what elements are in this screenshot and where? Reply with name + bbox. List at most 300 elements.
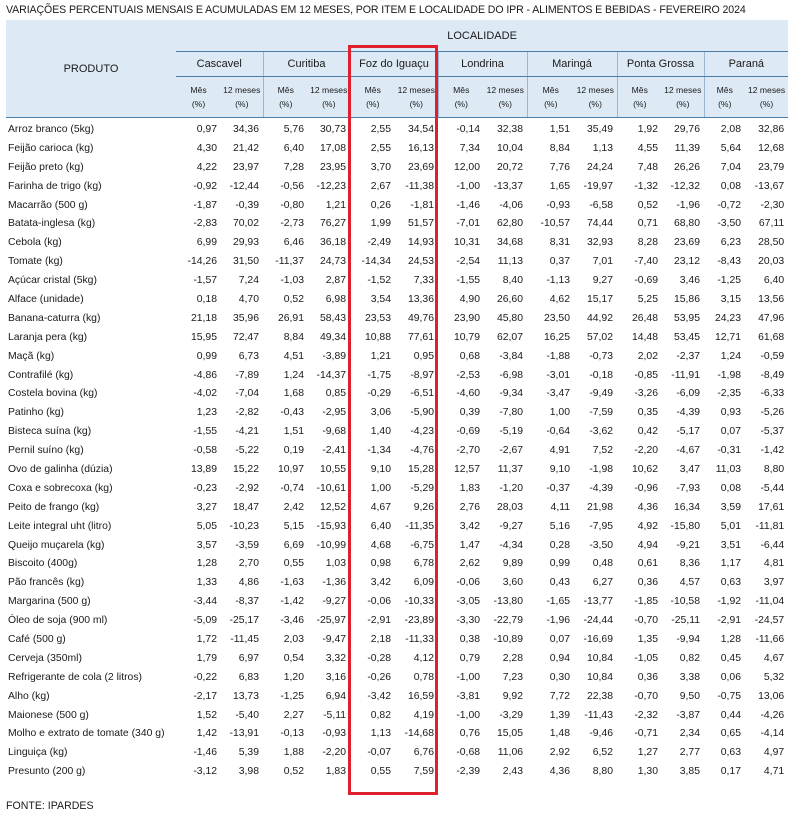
value-cell: 0,36: [637, 671, 658, 683]
value-cell: 4,94: [637, 539, 658, 551]
value-cell: -11,04: [755, 596, 785, 608]
value-cell: 20,03: [758, 256, 785, 268]
value-cell: 6,40: [370, 520, 391, 532]
value-cell: 4,22: [196, 161, 217, 173]
value-cell: 12,52: [319, 501, 346, 513]
value-cell: 13,06: [758, 690, 785, 702]
value-cell: 4,11: [550, 501, 570, 513]
value-cell: 1,00: [549, 407, 570, 419]
value-cell: 8,84: [283, 331, 304, 343]
value-cell: -1,42: [280, 596, 304, 608]
value-cell: -9,34: [499, 388, 523, 400]
table-row: [6, 233, 788, 252]
value-cell: 15,05: [496, 728, 523, 740]
value-cell: 0,93: [720, 407, 741, 419]
value-cell: 1,20: [283, 671, 304, 683]
value-cell: -14,37: [316, 369, 346, 381]
value-cell: -5,09: [193, 615, 217, 627]
table-row: [6, 725, 788, 744]
value-cell: -4,34: [499, 539, 523, 551]
value-cell: 0,07: [549, 633, 570, 645]
value-cell: 4,68: [370, 539, 391, 551]
value-cell: 10,55: [319, 463, 346, 475]
value-cell: 9,27: [592, 275, 613, 287]
product-name: Ovo de galinha (dúzia): [8, 463, 113, 475]
value-cell: 0,07: [720, 426, 741, 438]
value-cell: 24,24: [586, 161, 613, 173]
value-cell: 23,12: [673, 256, 700, 268]
value-cell: -14,26: [187, 256, 217, 268]
product-name: Cebola (kg): [8, 237, 62, 249]
subheader-unit: (%): [322, 99, 336, 109]
value-cell: 4,62: [549, 293, 570, 305]
subheader-unit: (%): [235, 99, 249, 109]
value-cell: 34,36: [232, 123, 259, 135]
value-cell: 1,51: [283, 426, 304, 438]
subheader-label: 12 meses: [397, 85, 435, 95]
value-cell: 49,34: [319, 331, 346, 343]
value-cell: -2,67: [499, 445, 523, 457]
twelve-months-subheader: [395, 77, 438, 118]
value-cell: 9,10: [370, 463, 391, 475]
value-cell: 0,79: [459, 652, 480, 664]
value-cell: 1,21: [325, 199, 346, 211]
value-cell: -3,12: [193, 766, 217, 778]
product-name: Feijão preto (kg): [8, 161, 84, 173]
product-name: Feijão carioca (kg): [8, 142, 94, 154]
value-cell: 11,39: [674, 142, 700, 154]
product-name: Óleo de soja (900 ml): [8, 615, 108, 627]
value-cell: -2,32: [634, 709, 658, 721]
value-cell: 0,97: [196, 123, 217, 135]
value-cell: -9,46: [589, 728, 613, 740]
table-row: [6, 630, 788, 649]
value-cell: 1,39: [549, 709, 570, 721]
value-cell: 8,84: [549, 142, 570, 154]
twelve-months-subheader: [745, 77, 788, 118]
value-cell: -0,68: [456, 747, 480, 759]
value-cell: 5,39: [238, 747, 259, 759]
value-cell: -0,70: [634, 690, 658, 702]
value-cell: -2,83: [193, 218, 217, 230]
table-row: [6, 177, 788, 196]
value-cell: 6,52: [592, 747, 613, 759]
value-cell: 3,51: [720, 539, 741, 551]
city-header: Paraná: [704, 52, 788, 77]
table-row: [6, 118, 788, 139]
value-cell: 0,98: [370, 558, 391, 570]
value-cell: 2,08: [720, 123, 741, 135]
value-cell: 12,68: [758, 142, 785, 154]
subheader-unit: (%): [409, 99, 423, 109]
value-cell: 32,93: [586, 237, 613, 249]
value-cell: 7,28: [283, 161, 304, 173]
value-cell: 6,23: [720, 237, 741, 249]
value-cell: 1,92: [637, 123, 658, 135]
value-cell: 0,35: [637, 407, 658, 419]
value-cell: 4,67: [370, 501, 391, 513]
value-cell: 24,23: [714, 312, 741, 324]
value-cell: -11,81: [755, 520, 785, 532]
value-cell: -1,00: [456, 671, 480, 683]
product-name: Costela bovina (kg): [8, 388, 98, 400]
value-cell: -11,38: [405, 180, 434, 192]
value-cell: 3,60: [502, 577, 523, 589]
product-name: Presunto (200 g): [8, 766, 86, 778]
value-cell: -10,58: [670, 596, 700, 608]
value-cell: 9,26: [413, 501, 434, 513]
value-cell: -0,64: [546, 426, 570, 438]
value-cell: -6,98: [499, 369, 523, 381]
table-row: [6, 498, 788, 517]
value-cell: -0,93: [546, 199, 570, 211]
table-row: [6, 271, 788, 290]
value-cell: 6,46: [283, 237, 304, 249]
value-cell: -2,20: [322, 747, 346, 759]
value-cell: 1,21: [370, 350, 391, 362]
value-cell: -1,98: [717, 369, 741, 381]
value-cell: -1,34: [367, 445, 391, 457]
value-cell: 0,26: [370, 199, 391, 211]
value-cell: 2,28: [502, 652, 523, 664]
value-cell: 9,50: [679, 690, 700, 702]
value-cell: -0,96: [634, 482, 658, 494]
value-cell: 23,95: [319, 161, 346, 173]
value-cell: -24,44: [583, 615, 613, 627]
value-cell: -5,40: [235, 709, 259, 721]
value-cell: 77,61: [407, 331, 434, 343]
value-cell: 0,42: [637, 426, 658, 438]
value-cell: -1,20: [499, 482, 523, 494]
value-cell: 15,86: [673, 293, 700, 305]
value-cell: 0,18: [196, 293, 217, 305]
value-cell: -1,25: [280, 690, 304, 702]
value-cell: -0,73: [589, 350, 613, 362]
value-cell: -1,96: [546, 615, 570, 627]
value-cell: 13,73: [232, 690, 259, 702]
value-cell: 5,25: [637, 293, 658, 305]
value-cell: -4,39: [589, 482, 613, 494]
value-cell: 8,80: [592, 766, 613, 778]
value-cell: -0,06: [367, 596, 391, 608]
value-cell: 0,99: [196, 350, 217, 362]
value-cell: 4,19: [413, 709, 434, 721]
twelve-months-subheader: [308, 77, 350, 118]
value-cell: 53,95: [673, 312, 700, 324]
product-name: Refrigerante de cola (2 litros): [8, 671, 142, 683]
value-cell: 0,52: [637, 199, 658, 211]
value-cell: 3,16: [325, 671, 346, 683]
value-cell: -2,70: [456, 445, 480, 457]
subheader-label: Mês: [542, 85, 559, 95]
value-cell: 1,23: [196, 407, 217, 419]
value-cell: -5,17: [676, 426, 700, 438]
value-cell: -7,40: [634, 256, 658, 268]
value-cell: -1,98: [589, 463, 613, 475]
value-cell: 0,43: [549, 577, 570, 589]
value-cell: 0,28: [549, 539, 570, 551]
city-header: Londrina: [438, 52, 527, 77]
product-name: Patinho (kg): [8, 407, 65, 419]
value-cell: 24,53: [407, 256, 434, 268]
value-cell: -7,59: [589, 407, 613, 419]
value-cell: 2,76: [459, 501, 480, 513]
product-name: Bisteca suína (kg): [8, 426, 92, 438]
value-cell: 0,63: [720, 747, 741, 759]
value-cell: -1,36: [322, 577, 346, 589]
value-cell: 23,69: [407, 161, 434, 173]
value-cell: 20,72: [496, 161, 523, 173]
twelve-months-subheader: [484, 77, 527, 118]
value-cell: -2,95: [322, 407, 346, 419]
value-cell: -13,37: [493, 180, 523, 192]
subheader-label: Mês: [631, 85, 648, 95]
product-name: Queijo muçarela (kg): [8, 539, 105, 551]
value-cell: -3,50: [717, 218, 741, 230]
value-cell: -7,89: [235, 369, 259, 381]
value-cell: -5,90: [410, 407, 434, 419]
value-cell: 3,46: [679, 275, 700, 287]
value-cell: -3,01: [546, 369, 570, 381]
value-cell: -2,54: [456, 256, 480, 268]
value-cell: 68,80: [673, 218, 700, 230]
value-cell: -1,13: [546, 275, 570, 287]
table-row: [6, 536, 788, 555]
value-cell: -1,57: [193, 275, 217, 287]
value-cell: 0,76: [459, 728, 480, 740]
product-name: Molho e extrato de tomate (340 g): [8, 728, 165, 740]
subheader-unit: (%): [718, 99, 732, 109]
value-cell: 1,68: [283, 388, 304, 400]
value-cell: -1,42: [760, 445, 785, 457]
table-title: VARIAÇÕES PERCENTUAIS MENSAIS E ACUMULADAS EM 12 MESES, POR ITEM E LOCALIDADE DO IPR - ALIMENTOS E BEBIDAS - FEVEREIRO 2024: [6, 4, 746, 16]
value-cell: 16,34: [673, 501, 700, 513]
value-cell: -23,89: [404, 615, 434, 627]
value-cell: -0,13: [280, 728, 304, 740]
value-cell: 3,59: [720, 501, 741, 513]
value-cell: 26,48: [631, 312, 658, 324]
month-subheader: [704, 77, 745, 118]
price-variation-table: [6, 20, 788, 781]
value-cell: 2,27: [283, 709, 304, 721]
value-cell: -2,17: [193, 690, 217, 702]
value-cell: 9,10: [549, 463, 570, 475]
value-cell: -1,46: [456, 199, 480, 211]
value-cell: -9,94: [676, 633, 700, 645]
produto-header: PRODUTO: [6, 20, 176, 118]
value-cell: -2,35: [717, 388, 741, 400]
value-cell: -14,34: [361, 256, 391, 268]
value-cell: 23,90: [453, 312, 480, 324]
value-cell: -6,58: [589, 199, 613, 211]
value-cell: 1,52: [196, 709, 217, 721]
city-header: Curitiba: [263, 52, 350, 77]
value-cell: -10,61: [316, 482, 346, 494]
value-cell: 8,28: [637, 237, 658, 249]
value-cell: 74,44: [586, 218, 613, 230]
month-subheader: [176, 77, 221, 118]
table-row: [6, 290, 788, 309]
value-cell: 16,59: [407, 690, 434, 702]
value-cell: 3,06: [370, 407, 391, 419]
product-name: Biscoito (400g): [8, 558, 78, 570]
value-cell: 67,11: [758, 218, 785, 230]
value-cell: -9,27: [322, 596, 346, 608]
value-cell: -0,26: [367, 671, 391, 683]
table-row: [6, 517, 788, 536]
value-cell: -0,72: [717, 199, 741, 211]
value-cell: -3,62: [589, 426, 613, 438]
value-cell: 0,52: [283, 293, 304, 305]
product-name: Batata-inglesa (kg): [8, 218, 96, 230]
value-cell: 7,76: [549, 161, 570, 173]
value-cell: 28,03: [496, 501, 523, 513]
table-row: [6, 441, 788, 460]
value-cell: 0,08: [720, 482, 741, 494]
value-cell: -7,95: [589, 520, 613, 532]
value-cell: -7,01: [456, 218, 480, 230]
value-cell: 1,40: [370, 426, 391, 438]
value-cell: 4,70: [238, 293, 259, 305]
value-cell: -0,28: [367, 652, 391, 664]
value-cell: 1,79: [196, 652, 217, 664]
product-name: Leite integral uht (litro): [8, 520, 112, 532]
product-name: Pernil suíno (kg): [8, 445, 84, 457]
value-cell: 1,83: [325, 766, 346, 778]
value-cell: -11,33: [405, 633, 434, 645]
value-cell: 6,76: [413, 747, 434, 759]
value-cell: -8,37: [235, 596, 259, 608]
value-cell: 62,80: [496, 218, 523, 230]
subheader-label: Mês: [364, 85, 381, 95]
value-cell: 1,24: [283, 369, 304, 381]
value-cell: -1,32: [634, 180, 658, 192]
value-cell: 5,01: [720, 520, 741, 532]
value-cell: 1,33: [196, 577, 217, 589]
value-cell: 10,84: [586, 671, 613, 683]
table-row: [6, 252, 788, 271]
table-row: [6, 460, 788, 479]
product-name: Pão francês (kg): [8, 577, 85, 589]
value-cell: -25,11: [671, 615, 700, 627]
value-cell: 4,91: [549, 445, 570, 457]
value-cell: 8,31: [549, 237, 570, 249]
value-cell: 7,34: [459, 142, 480, 154]
product-name: Margarina (500 g): [8, 596, 91, 608]
value-cell: -13,67: [754, 180, 785, 192]
value-cell: 12,00: [453, 161, 480, 173]
value-cell: 1,24: [720, 350, 741, 362]
value-cell: 5,76: [283, 123, 304, 135]
value-cell: 32,38: [496, 123, 523, 135]
subheader-unit: (%): [366, 99, 380, 109]
value-cell: 7,01: [592, 256, 613, 268]
value-cell: -2,82: [235, 407, 259, 419]
value-cell: 8,80: [763, 463, 785, 475]
value-cell: -10,33: [404, 596, 434, 608]
value-cell: 8,36: [679, 558, 700, 570]
twelve-months-subheader: [574, 77, 617, 118]
value-cell: 0,55: [283, 558, 304, 570]
city-header: Cascavel: [176, 52, 263, 77]
twelve-months-subheader: [662, 77, 704, 118]
value-cell: -9,47: [322, 633, 346, 645]
value-cell: -10,99: [316, 539, 346, 551]
value-cell: 11,37: [497, 463, 523, 475]
value-cell: -11,37: [275, 256, 304, 268]
subheader-unit: (%): [676, 99, 690, 109]
value-cell: -0,70: [634, 615, 658, 627]
value-cell: 62,07: [496, 331, 523, 343]
value-cell: 4,90: [459, 293, 480, 305]
table-row: [6, 706, 788, 725]
product-name: Açúcar cristal (5kg): [8, 275, 97, 287]
subheader-unit: (%): [759, 99, 774, 109]
value-cell: 0,48: [592, 558, 613, 570]
value-cell: -3,84: [499, 350, 523, 362]
value-cell: -11,35: [405, 520, 434, 532]
value-cell: 22,38: [586, 690, 613, 702]
value-cell: 2,03: [283, 633, 304, 645]
value-cell: -0,56: [280, 180, 304, 192]
value-cell: 17,08: [319, 142, 346, 154]
value-cell: 72,47: [232, 331, 259, 343]
table-row: [6, 309, 788, 328]
value-cell: 15,28: [407, 463, 434, 475]
table-row: [6, 347, 788, 366]
value-cell: 4,12: [413, 652, 434, 664]
value-cell: 15,17: [586, 293, 613, 305]
value-cell: 10,88: [364, 331, 391, 343]
value-cell: -6,75: [410, 539, 434, 551]
value-cell: 3,57: [196, 539, 217, 551]
subheader-label: Mês: [190, 85, 207, 95]
value-cell: 0,36: [637, 577, 658, 589]
value-cell: -1,81: [410, 199, 434, 211]
value-cell: 23,50: [543, 312, 570, 324]
value-cell: -4,21: [235, 426, 259, 438]
value-cell: 2,34: [679, 728, 700, 740]
value-cell: 10,31: [453, 237, 480, 249]
product-name: Alho (kg): [8, 690, 50, 702]
value-cell: -0,29: [367, 388, 391, 400]
value-cell: 0,06: [720, 671, 741, 683]
value-cell: 0,54: [283, 652, 304, 664]
value-cell: -1,92: [717, 596, 741, 608]
table-row: [6, 422, 788, 441]
table-row: [6, 214, 788, 233]
value-cell: 32,86: [758, 123, 785, 135]
value-cell: 51,57: [407, 218, 434, 230]
value-cell: 2,87: [325, 275, 346, 287]
table-row: [6, 328, 788, 347]
city-header: Foz do Iguaçu: [350, 52, 438, 77]
value-cell: 6,27: [592, 577, 613, 589]
value-cell: -16,69: [583, 633, 613, 645]
value-cell: -12,44: [229, 180, 259, 192]
value-cell: 7,72: [549, 690, 570, 702]
value-cell: -15,93: [316, 520, 346, 532]
value-cell: 4,97: [763, 747, 785, 759]
product-name: Arroz branco (5kg): [8, 123, 95, 135]
value-cell: 0,17: [720, 766, 741, 778]
value-cell: 15,95: [190, 331, 217, 343]
value-cell: 7,59: [413, 766, 434, 778]
source-note: FONTE: IPARDES: [6, 800, 94, 812]
value-cell: -0,80: [280, 199, 304, 211]
value-cell: -12,23: [316, 180, 346, 192]
value-cell: -0,07: [367, 747, 391, 759]
